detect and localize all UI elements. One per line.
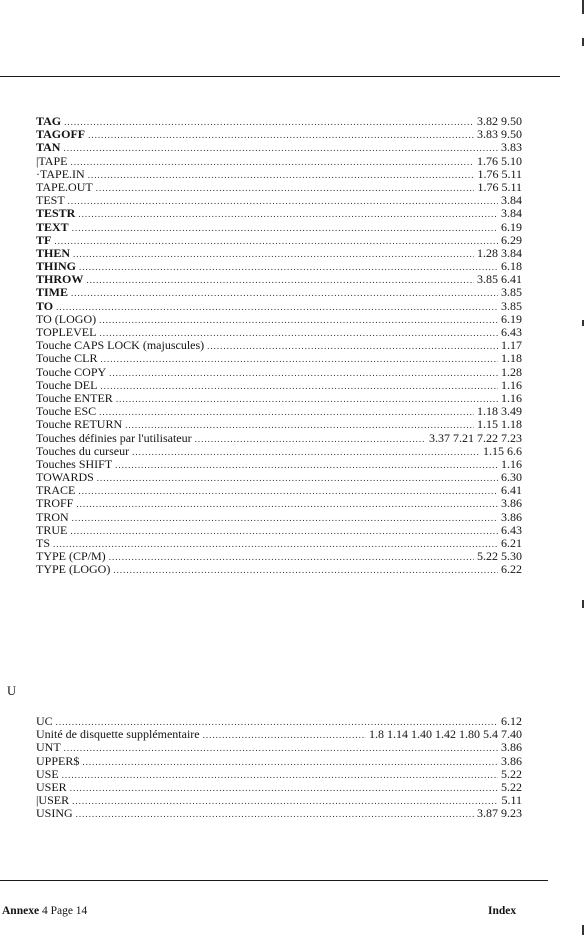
- page-references: 3.37 7.21 7.22 7.23: [429, 430, 522, 445]
- page-references: 1.16: [501, 456, 522, 471]
- dot-leader: [207, 340, 498, 353]
- index-entry: [36, 221, 522, 234]
- index-term: Touche ENTER: [36, 390, 113, 405]
- index-term: Unité de disquette supplémentaire: [36, 727, 200, 742]
- footer-section-title: Index: [488, 905, 517, 917]
- index-term: |TAPE: [36, 153, 68, 168]
- index-entry: [36, 445, 522, 458]
- dot-leader: [64, 742, 498, 755]
- footer-page-number: 14: [75, 905, 88, 917]
- page-references: 3.85: [501, 298, 522, 313]
- dot-leader: [72, 512, 498, 525]
- dot-leader: [68, 195, 498, 208]
- page-references: 1.16: [501, 390, 522, 405]
- dot-leader: [88, 129, 474, 142]
- dot-leader: [78, 208, 498, 221]
- index-entry: [36, 286, 522, 299]
- index-entry: [36, 207, 522, 220]
- dot-leader: [116, 393, 498, 406]
- footer-page-info: [2, 905, 87, 917]
- dot-leader: [76, 498, 498, 511]
- dot-leader: [100, 380, 498, 393]
- footer-page-label: Page: [50, 905, 73, 917]
- page-references: 3.86: [501, 496, 522, 511]
- dot-leader: [79, 261, 498, 274]
- binding-mark: [582, 0, 584, 14]
- page-references: 1.18 3.49: [477, 404, 522, 419]
- dot-leader: [70, 525, 498, 538]
- index-entry: [36, 484, 522, 497]
- dot-leader: [109, 551, 474, 564]
- index-term: Touche CLR: [36, 351, 98, 366]
- dot-leader: [99, 406, 474, 419]
- page-references: 5.11: [501, 793, 522, 808]
- index-section-u: [36, 715, 522, 821]
- index-term: TAN: [36, 140, 61, 155]
- binding-mark: [582, 925, 584, 935]
- dot-leader: [115, 459, 498, 472]
- page-references: 6.21: [501, 536, 522, 550]
- page-references: 3.86: [501, 740, 522, 755]
- index-entry: [36, 168, 522, 181]
- page-references: 1.28 3.84: [477, 245, 522, 260]
- page-references: 3.85: [501, 285, 522, 300]
- index-term: TROFF: [36, 496, 74, 511]
- dot-leader: [86, 274, 474, 287]
- index-term: TAGOFF: [36, 127, 86, 142]
- index-term: THING: [36, 259, 77, 274]
- page-references: 1.16: [501, 377, 522, 392]
- index-term: USING: [36, 806, 73, 821]
- page-references: 6.12: [501, 714, 522, 728]
- index-term: UC: [36, 714, 53, 728]
- index-term: Touches définies par l'utilisateur: [36, 430, 192, 445]
- index-term: USER: [36, 779, 67, 794]
- dot-leader: [97, 472, 498, 485]
- page-references: 3.83 9.50: [477, 127, 522, 142]
- index-entry: [36, 339, 522, 352]
- index-term: UPPER$: [36, 753, 80, 768]
- page-references: 5.22 5.30: [477, 549, 522, 564]
- index-entry: [36, 273, 522, 286]
- index-term: Touche ESC: [36, 404, 97, 419]
- header-rule: [0, 76, 560, 77]
- index-entry: [36, 768, 522, 781]
- index-section-t: [36, 115, 522, 577]
- page-references: 1.28: [501, 364, 522, 379]
- index-entry: [36, 155, 522, 168]
- dot-leader: [70, 782, 498, 795]
- index-term: TIME: [36, 285, 69, 300]
- page-references: 6.18: [501, 259, 522, 274]
- page-references: 3.86: [501, 509, 522, 524]
- dot-leader: [99, 314, 498, 327]
- index-entry: [36, 458, 522, 471]
- index-entry: [36, 524, 522, 537]
- page-references: 6.22: [501, 562, 522, 577]
- dot-leader: [62, 769, 498, 782]
- page-references: 1.76 5.10: [477, 153, 522, 168]
- index-entry: [36, 471, 522, 484]
- index-entry: [36, 181, 522, 194]
- dot-leader: [76, 808, 474, 821]
- footer-rule: [0, 880, 548, 881]
- index-term: TOWARDS: [36, 470, 94, 485]
- index-term: THROW: [36, 272, 84, 287]
- page-references: 3.86: [501, 753, 522, 768]
- index-entry: [36, 379, 522, 392]
- index-term: TOPLEVEL: [36, 325, 97, 339]
- binding-mark: [582, 320, 584, 326]
- index-term: TS: [36, 536, 51, 550]
- page-references: 6.30: [501, 470, 522, 485]
- dot-leader: [88, 169, 475, 182]
- page-references: 6.19: [501, 219, 522, 234]
- page-references: 3.82 9.50: [477, 114, 522, 128]
- dot-leader: [100, 353, 498, 366]
- index-entry: [36, 563, 522, 576]
- dot-leader: [195, 433, 426, 446]
- index-term: TF: [36, 232, 52, 247]
- page-references: 5.22: [501, 766, 522, 781]
- page-references: 6.41: [501, 483, 522, 498]
- dot-leader: [56, 301, 498, 314]
- index-term: TO (LOGO): [36, 311, 97, 326]
- index-term: TRON: [36, 509, 69, 524]
- page-references: 1.76 5.11: [477, 179, 522, 194]
- dot-leader: [64, 116, 474, 129]
- dot-leader: [70, 156, 474, 169]
- index-entry: [36, 313, 522, 326]
- index-term: Touches SHIFT: [36, 456, 113, 471]
- index-entry: [36, 418, 522, 431]
- index-entry: [36, 300, 522, 313]
- index-entry: [36, 247, 522, 260]
- page-references: 3.83: [501, 140, 522, 155]
- page-references: 6.19: [501, 311, 522, 326]
- index-term: Touche COPY: [36, 364, 107, 379]
- page-references: 1.15 1.18: [477, 417, 522, 432]
- dot-leader: [72, 795, 498, 808]
- page-references: 6.43: [501, 522, 522, 537]
- index-term: TESTR: [36, 206, 76, 221]
- index-entry: [36, 511, 522, 524]
- index-entry: [36, 234, 522, 247]
- dot-leader: [109, 367, 498, 380]
- index-entry: [36, 794, 522, 807]
- index-term: TEXT: [36, 219, 69, 234]
- index-term: TRUE: [36, 522, 68, 537]
- index-entry: [36, 128, 522, 141]
- page-references: 1.18: [501, 351, 522, 366]
- index-entry: [36, 432, 522, 445]
- index-term: Touche RETURN: [36, 417, 123, 432]
- page-references: 5.22: [501, 779, 522, 794]
- index-entry: [36, 728, 522, 741]
- index-term: ·TAPE.IN: [36, 166, 85, 181]
- dot-leader: [63, 142, 498, 155]
- index-entry: [36, 537, 522, 550]
- binding-mark: [582, 600, 584, 608]
- index-entry: [36, 260, 522, 273]
- dot-leader: [96, 182, 475, 195]
- index-entry: [36, 141, 522, 154]
- dot-leader: [54, 235, 498, 248]
- index-entry: [36, 741, 522, 754]
- page-references: 6.29: [501, 232, 522, 247]
- index-entry: [36, 194, 522, 207]
- dot-leader: [53, 538, 498, 551]
- page-references: 1.8 1.14 1.40 1.42 1.80 5.4 7.40: [369, 727, 522, 742]
- index-term: TAG: [36, 114, 62, 128]
- dot-leader: [71, 287, 498, 300]
- index-entry: [36, 352, 522, 365]
- page-references: 3.85 6.41: [477, 272, 522, 287]
- index-entry: [36, 781, 522, 794]
- index-entry: [36, 366, 522, 379]
- index-entry: [36, 392, 522, 405]
- dot-leader: [82, 756, 498, 769]
- dot-leader: [72, 222, 498, 235]
- index-term: |USER: [36, 793, 70, 808]
- binding-mark: [582, 38, 584, 46]
- dot-leader: [132, 446, 480, 459]
- index-term: TYPE (CP/M): [36, 549, 106, 564]
- page-references: 3.87 9.23: [477, 806, 522, 821]
- footer-annexe-label: Annexe: [2, 905, 40, 917]
- index-entry: [36, 497, 522, 510]
- index-term: TYPE (LOGO): [36, 562, 111, 577]
- index-term: Touche CAPS LOCK (majuscules): [36, 338, 205, 353]
- page-references: 6.43: [501, 325, 522, 339]
- index-term: UNT: [36, 740, 61, 755]
- index-term: Touche DEL: [36, 377, 98, 392]
- dot-leader: [78, 485, 498, 498]
- index-term: TRACE: [36, 483, 76, 498]
- index-entry: [36, 807, 522, 820]
- index-entry: [36, 115, 522, 128]
- index-term: USE: [36, 766, 59, 781]
- index-term: TAPE.OUT: [36, 179, 93, 194]
- dot-leader: [73, 248, 474, 261]
- page-references: 3.84: [501, 193, 522, 208]
- index-entry: [36, 755, 522, 768]
- page-references: 1.76 5.11: [477, 166, 522, 181]
- dot-leader: [203, 729, 366, 742]
- page-references: 3.84: [501, 206, 522, 221]
- index-term: TO: [36, 298, 54, 313]
- dot-leader: [113, 564, 498, 577]
- page-references: 1.15 6.6: [483, 443, 522, 458]
- index-term: THEN: [36, 245, 71, 260]
- footer-annexe-number: 4: [41, 905, 48, 917]
- index-term: TEST: [36, 193, 65, 208]
- page-references: 1.17: [501, 338, 522, 353]
- index-term: Touches du curseur: [36, 443, 130, 458]
- section-letter-u: U: [7, 684, 17, 698]
